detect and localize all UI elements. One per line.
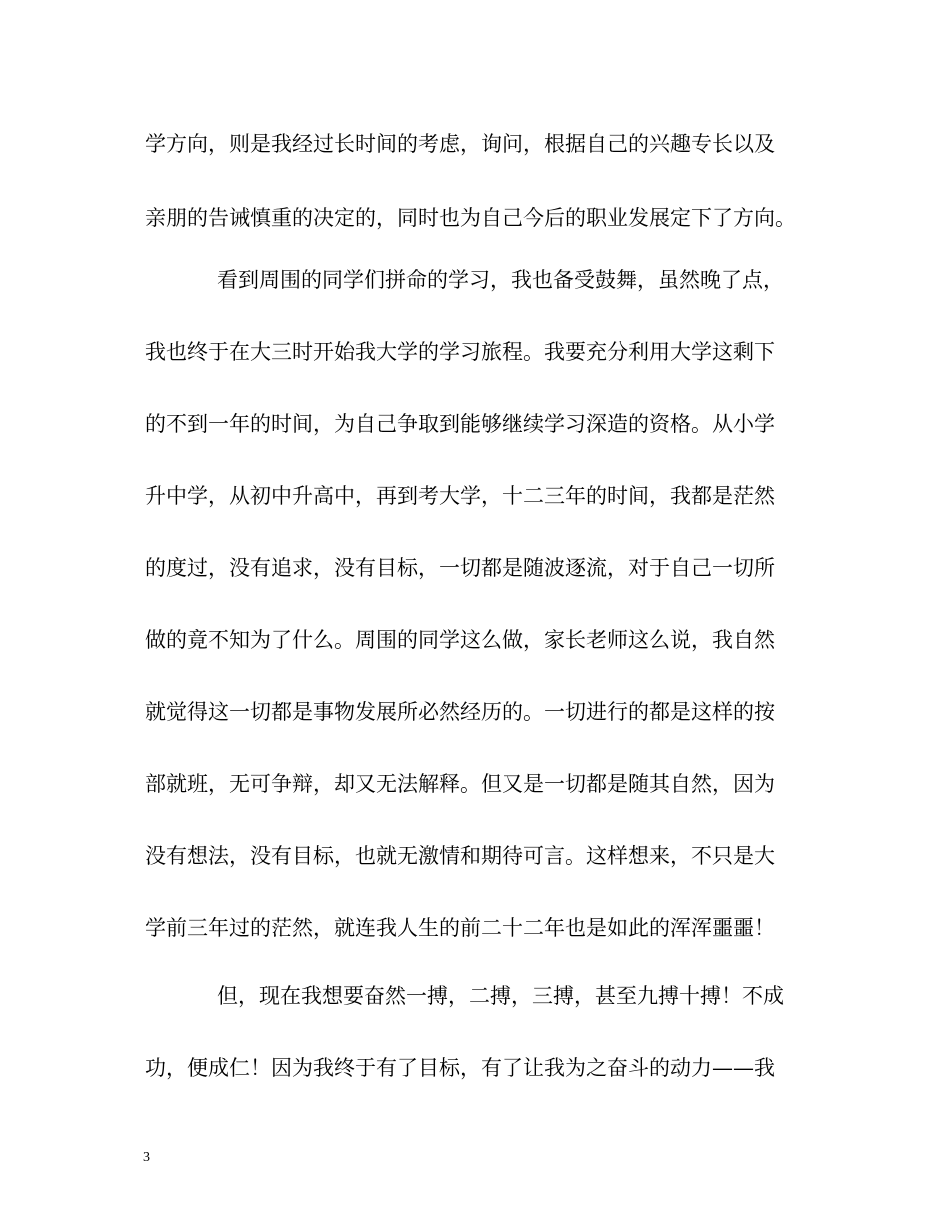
text-line: 亲朋的告诫慎重的决定的，同时也为自己今后的职业发展定下了方向。 (145, 206, 796, 230)
text-line: 就觉得这一切都是事物发展所必然经历的。一切进行的都是这样的按 (145, 700, 775, 724)
text-line: 学前三年过的茫然，就连我人生的前二十二年也是如此的浑浑噩噩！ (145, 916, 775, 940)
text-line: 学方向，则是我经过长时间的考虑，询问，根据自己的兴趣专长以及 (145, 132, 775, 156)
text-line: 功，便成仁！因为我终于有了目标，有了让我为之奋斗的动力——我 (145, 1056, 775, 1080)
page-number: 3 (143, 1150, 150, 1165)
text-line: 我也终于在大三时开始我大学的学习旅程。我要充分利用大学这剩下 (145, 340, 775, 364)
text-line: 升中学，从初中升高中，再到考大学，十二三年的时间，我都是茫然 (145, 484, 775, 508)
text-line: 的不到一年的时间，为自己争取到能够继续学习深造的资格。从小学 (145, 412, 775, 436)
text-line: 没有想法，没有目标，也就无激情和期待可言。这样想来，不只是大 (145, 844, 775, 868)
text-line: 做的竟不知为了什么。周围的同学这么做，家长老师这么说，我自然 (145, 628, 775, 652)
text-line: 的度过，没有追求，没有目标，一切都是随波逐流，对于自己一切所 (145, 556, 775, 580)
paragraph-start-line: 但，现在我想要奋然一搏，二搏，三搏，甚至九搏十搏！不成 (217, 984, 784, 1008)
text-line: 部就班，无可争辩，却又无法解释。但又是一切都是随其自然，因为 (145, 772, 775, 796)
paragraph-start-line: 看到周围的同学们拼命的学习，我也备受鼓舞，虽然晚了点， (217, 268, 784, 292)
